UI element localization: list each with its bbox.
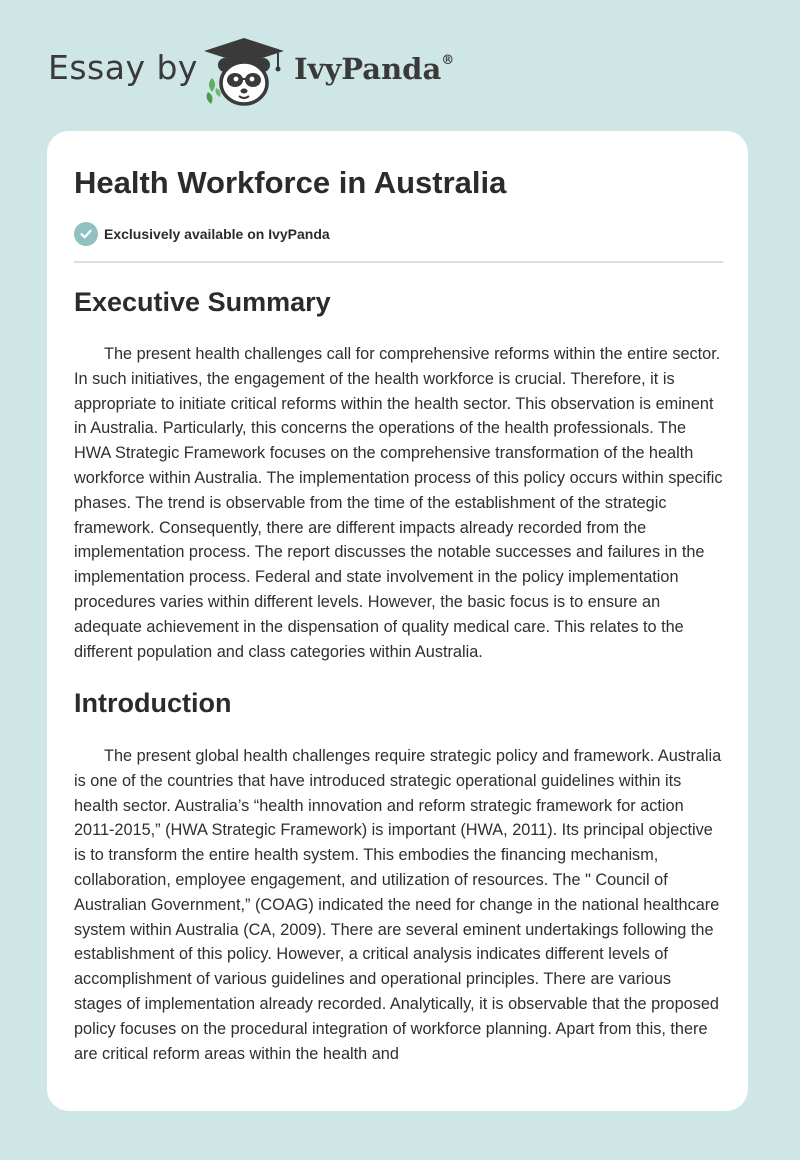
ivypanda-logo-icon[interactable] [198,36,290,108]
registered-mark: ® [441,53,455,69]
brand-prefix: Essay by [48,48,198,87]
essay-card [47,131,748,1111]
section-heading-executive-summary: Executive Summary [74,287,331,317]
exclusive-badge-label: Exclusively available on IvyPanda [104,226,330,242]
site-header [0,0,800,130]
page-title: Health Workforce in Australia [74,165,507,200]
section-body-executive-summary: The present health challenges call for comprehensive reforms within the entire sector. In such initiatives, the engagement of the health workforce is crucial. Therefore, it is appropriate to initiate critical reforms within the health sector. This observation is eminent in Australia. Particularly, this concerns the operations of the health professionals. The HWA Strategic Framework focuses on the comprehensive transformation of the health workforce within Australia. The implementation process of this policy occurs within specific phases. The trend is observable from the time of the establishment of the strategic framework. Consequently, there are different impacts already recorded from the implementation process. The report discusses the notable successes and failures in the implementation process. Federal and state involvement in the policy implementation procedures varies within different levels. However, the basic focus is to ensure an adequate achievement in the dispensation of quality medical care. This relates to the different population and class categories within Australia. [74,345,723,661]
title-divider [74,261,723,263]
brand-name-text: IvyPanda [294,52,442,86]
check-circle-icon [74,222,98,246]
section-heading-introduction: Introduction [74,688,232,718]
section-body-introduction: The present global health challenges require strategic policy and framework. Australia is one of the countries that have introduced strategic operational guidelines within its health sector. Australia’s “health innovation and reform strategic framework for action 2011-2015,” (HWA Strategic Framework) is important (HWA, 2011). Its principal objective is to transform the entire health system. This embodies the financing mechanism, collaboration, employee engagement, and utilization of resources. The " Council of Australian Government,” (COAG) indicated the need for change in the national healthcare system within Australia (CA, 2009). There are several eminent undertakings following the establishment of this policy. However, a critical analysis indicates different levels of accomplishment of various guidelines and operational principles. There are various stages of implementation already recorded. Analytically, it is observable that the proposed policy focuses on the procedural integration of workforce planning. Apart from this, there are critical reform areas within the health and [74,747,722,1063]
exclusive-badge [74,222,330,246]
brand-name[interactable] [294,52,454,86]
